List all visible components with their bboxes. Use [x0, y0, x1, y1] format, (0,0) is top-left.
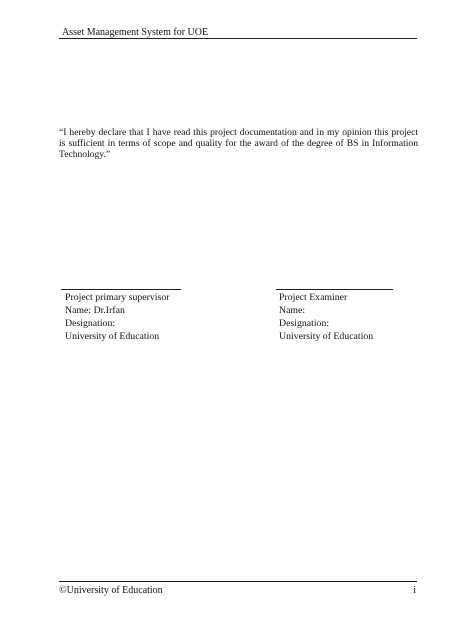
supervisor-role: Project primary supervisor	[65, 292, 170, 303]
supervisor-signature-block	[59, 289, 189, 343]
header-divider	[59, 38, 417, 39]
supervisor-signature-line	[61, 289, 181, 290]
declaration-statement: “I hereby declare that I have read this project documentation and in my opinion this project is sufficient in terms of scope and quality for the award of the degree of BS in Information Technology.”	[59, 127, 418, 161]
examiner-designation: Designation:	[279, 318, 330, 329]
footer-divider	[59, 581, 417, 582]
supervisor-institution: University of Education	[65, 331, 160, 342]
examiner-signature-line	[276, 289, 393, 290]
page-header-title: Asset Management System for UOE	[62, 27, 209, 38]
examiner-signature-block	[274, 289, 404, 343]
examiner-name: Name:	[279, 305, 306, 316]
supervisor-name: Name: Dr.Irfan	[65, 305, 125, 316]
examiner-role: Project Examiner	[279, 292, 348, 303]
page-number: i	[413, 585, 416, 596]
footer-copyright: ©University of Education	[59, 585, 163, 596]
supervisor-designation: Designation:	[65, 318, 116, 329]
examiner-institution: University of Education	[279, 331, 374, 342]
